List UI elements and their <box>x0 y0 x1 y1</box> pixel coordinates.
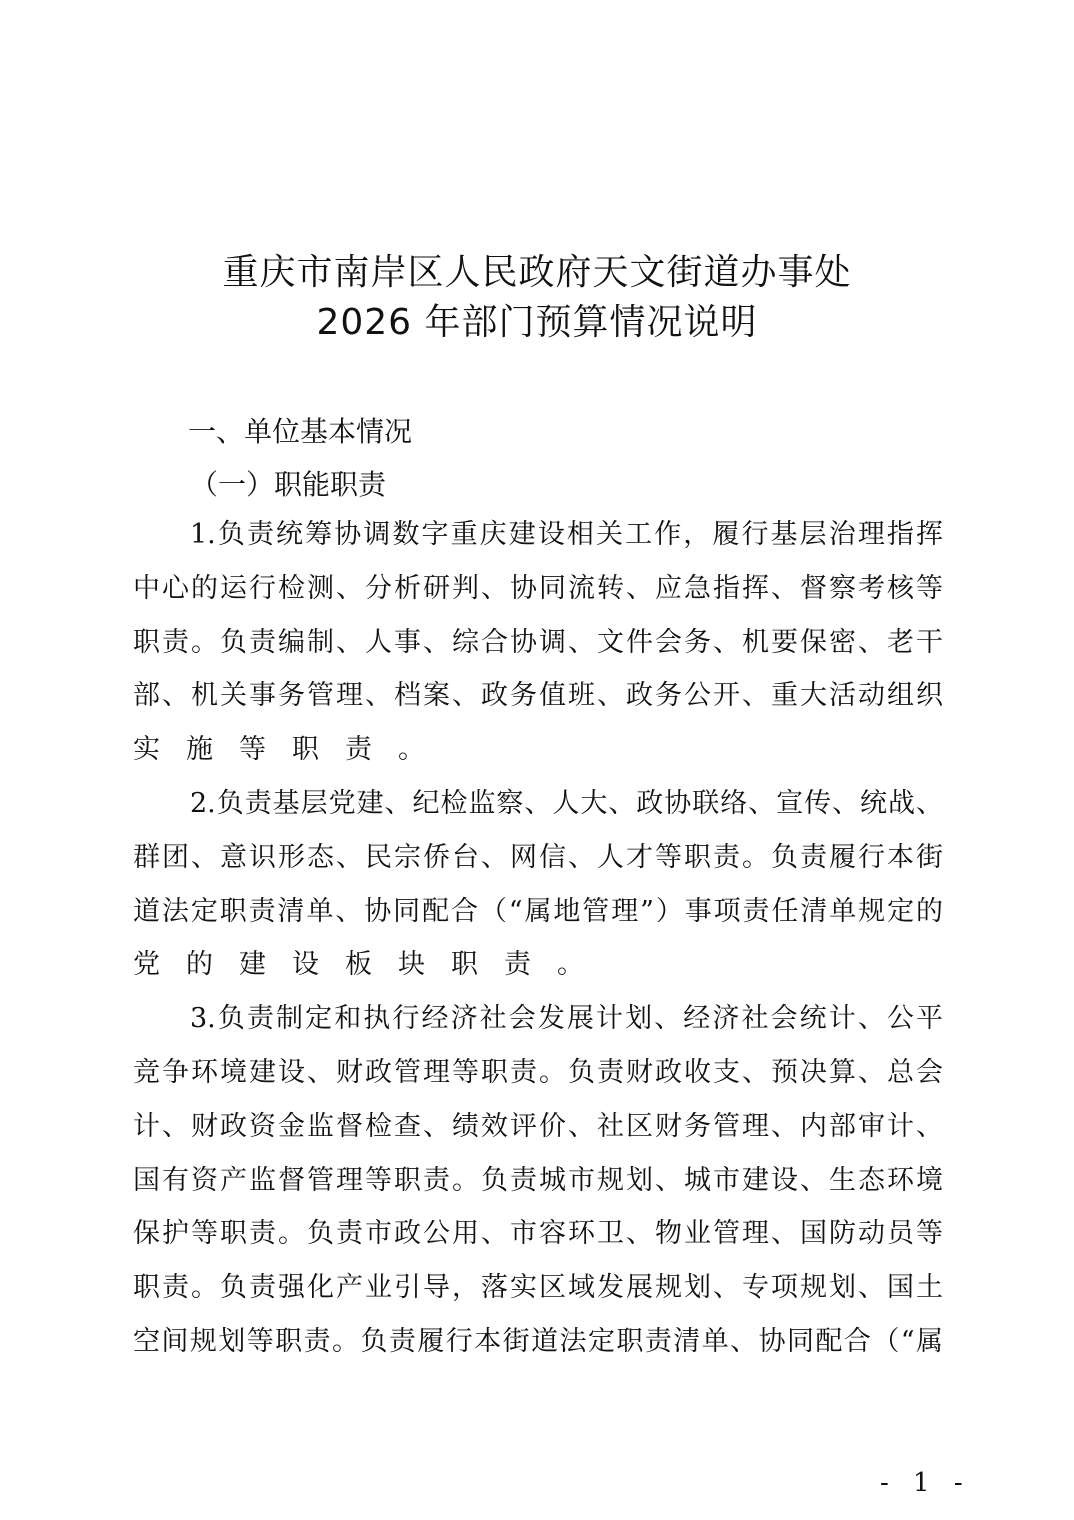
paragraph-line: 竞争环境建设、财政管理等职责。负责财政收支、预决算、总会 <box>133 1056 943 1088</box>
paragraph-line: 保护等职责。负责市政公用、市容环卫、物业管理、国防动员等 <box>133 1218 943 1250</box>
subsection-heading: （一）职能职责 <box>190 468 387 501</box>
paragraph-line: 职责。负责强化产业引导，落实区域发展规划、专项规划、国土 <box>133 1272 943 1304</box>
document-body <box>133 508 943 1369</box>
paragraph-line: 国有资产监督管理等职责。负责城市规划、城市建设、生态环境 <box>133 1164 943 1196</box>
document-title-line1: 重庆市南岸区人民政府天文街道办事处 <box>222 252 852 293</box>
paragraph-line: 职责。负责编制、人事、综合协调、文件会务、机要保密、老干 <box>133 626 943 658</box>
paragraph-line: 1.负责统筹协调数字重庆建设相关工作，履行基层治理指挥 <box>190 519 943 550</box>
paragraph-line: 道法定职责清单、协同配合（“属地管理”）事项责任清单规定的 <box>133 895 943 927</box>
paragraph <box>133 992 943 1369</box>
paragraph <box>133 508 943 777</box>
paragraph <box>133 777 943 992</box>
paragraph-line: 2.负责基层党建、纪检监察、人大、政协联络、宣传、统战、 <box>190 787 943 819</box>
paragraph-line: 党的建设板块职责。 <box>133 949 610 981</box>
section-heading: 一、单位基本情况 <box>188 415 413 448</box>
paragraph-line: 3.负责制定和执行经济社会发展计划、经济社会统计、公平 <box>190 1003 943 1035</box>
paragraph-line: 计、财政资金监督检查、绩效评价、社区财务管理、内部审计、 <box>133 1110 943 1142</box>
document-title-line2: 2026 年部门预算情况说明 <box>316 302 758 343</box>
page-number: - 1 - <box>880 1468 971 1498</box>
paragraph-line: 空间规划等职责。负责履行本街道法定职责清单、协同配合（“属 <box>133 1325 943 1357</box>
paragraph-line: 中心的运行检测、分析研判、协同流转、应急指挥、督察考核等 <box>133 572 943 604</box>
paragraph-line: 部、机关事务管理、档案、政务值班、政务公开、重大活动组织 <box>133 680 943 712</box>
paragraph-line: 群团、意识形态、民宗侨台、网信、人才等职责。负责履行本街 <box>133 841 943 873</box>
paragraph-line: 实施等职责。 <box>133 734 451 766</box>
